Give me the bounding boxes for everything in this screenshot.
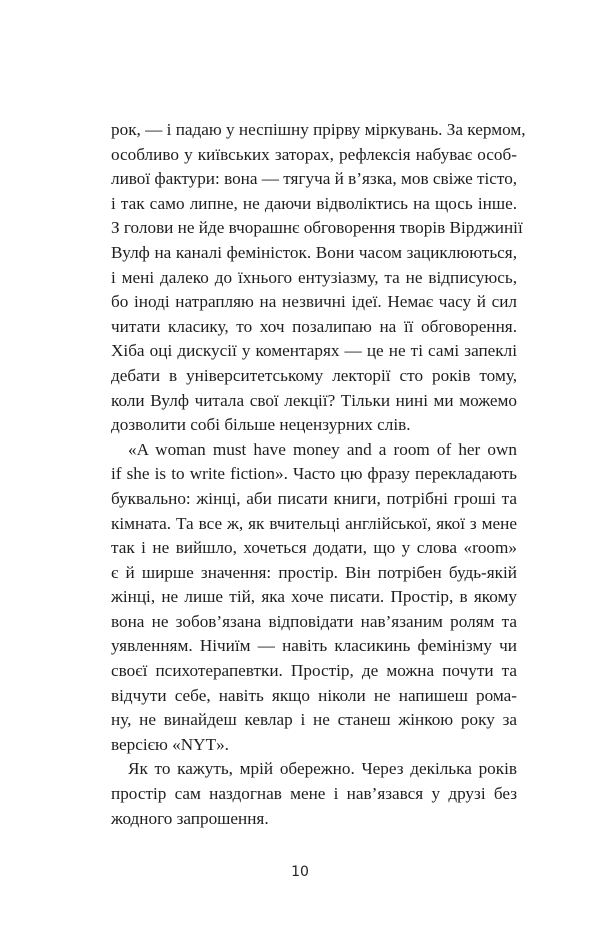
text-line: бо іноді натрапляю на незвичні ідеї. Немає часу й сил	[111, 292, 517, 312]
text-line: і мені далеко до їхнього ентузіазму, та не відписуюсь,	[111, 267, 517, 287]
body-text	[111, 118, 526, 831]
text-line: ливої фактури: вона — тягуча й в’язка, мов свіже тісто,	[111, 169, 518, 189]
text-line: своєї психотерапевтки. Простір, де можна почути та	[111, 661, 517, 681]
text-line: Як то кажуть, мрій обережно. Через декілька років	[128, 759, 517, 779]
text-line: кімната. Та все ж, як вчительці англійської, якої з мене	[111, 513, 517, 533]
text-line: вона не зобов’язана відповідати нав’язаним ролям та	[111, 611, 517, 631]
text-line: жодного запрошення.	[111, 808, 269, 828]
text-line: коли Вулф читала свої лекції? Тільки нині ми можемо	[111, 390, 517, 410]
text-line: буквально: жінці, аби писати книги, потрібні гроші та	[111, 488, 517, 508]
text-line: особливо у київських заторах, рефлексія набуває особ-	[111, 144, 517, 164]
paragraph	[111, 438, 517, 758]
text-line: ну, не винайдеш кевлар і не станеш жінкою року за	[111, 710, 517, 730]
text-line: простір сам наздогнав мене і нав’язався у друзі без	[111, 784, 517, 804]
text-line: є й ширше значення: простір. Він потрібен будь-якій	[111, 562, 517, 582]
text-line: уявленням. Нічиїм — навіть класикинь фемінізму чи	[111, 636, 517, 656]
text-line: версією «NYT».	[111, 734, 229, 754]
paragraph	[111, 757, 517, 831]
text-line: дозволити собі більше нецензурних слів.	[111, 415, 411, 435]
text-line: if she is to write fiction». Часто цю фразу перекладають	[111, 464, 517, 484]
page-number: 10	[291, 864, 309, 880]
text-line: і так само липне, не даючи відволіктись на щось інше.	[111, 193, 517, 213]
text-line: рок, — і падаю у неспішну прірву міркувань. За кермом,	[111, 120, 526, 139]
text-line: читати класику, то хоч позалипаю на її обговорення.	[111, 316, 517, 336]
text-line: так і не вийшло, хочеться додати, що у слова «room»	[111, 538, 517, 558]
text-line: жінці, не лише тій, яка хоче писати. Простір, в якому	[111, 587, 517, 607]
paragraph	[111, 118, 526, 438]
text-line: відчути себе, навіть якщо ніколи не напишеш рома-	[111, 685, 517, 705]
text-line: «A woman must have money and a room of her own	[128, 439, 517, 459]
text-line: дебати в університетському лекторії сто років тому,	[111, 365, 517, 385]
text-line: Хіба оці дискусії у коментарях — це не ті самі запеклі	[111, 341, 517, 361]
text-line: Вулф на каналі феміністок. Вони часом зациклюються,	[111, 242, 517, 262]
text-line: З голови не йде вчорашнє обговорення творів Вірджинії	[111, 218, 523, 238]
